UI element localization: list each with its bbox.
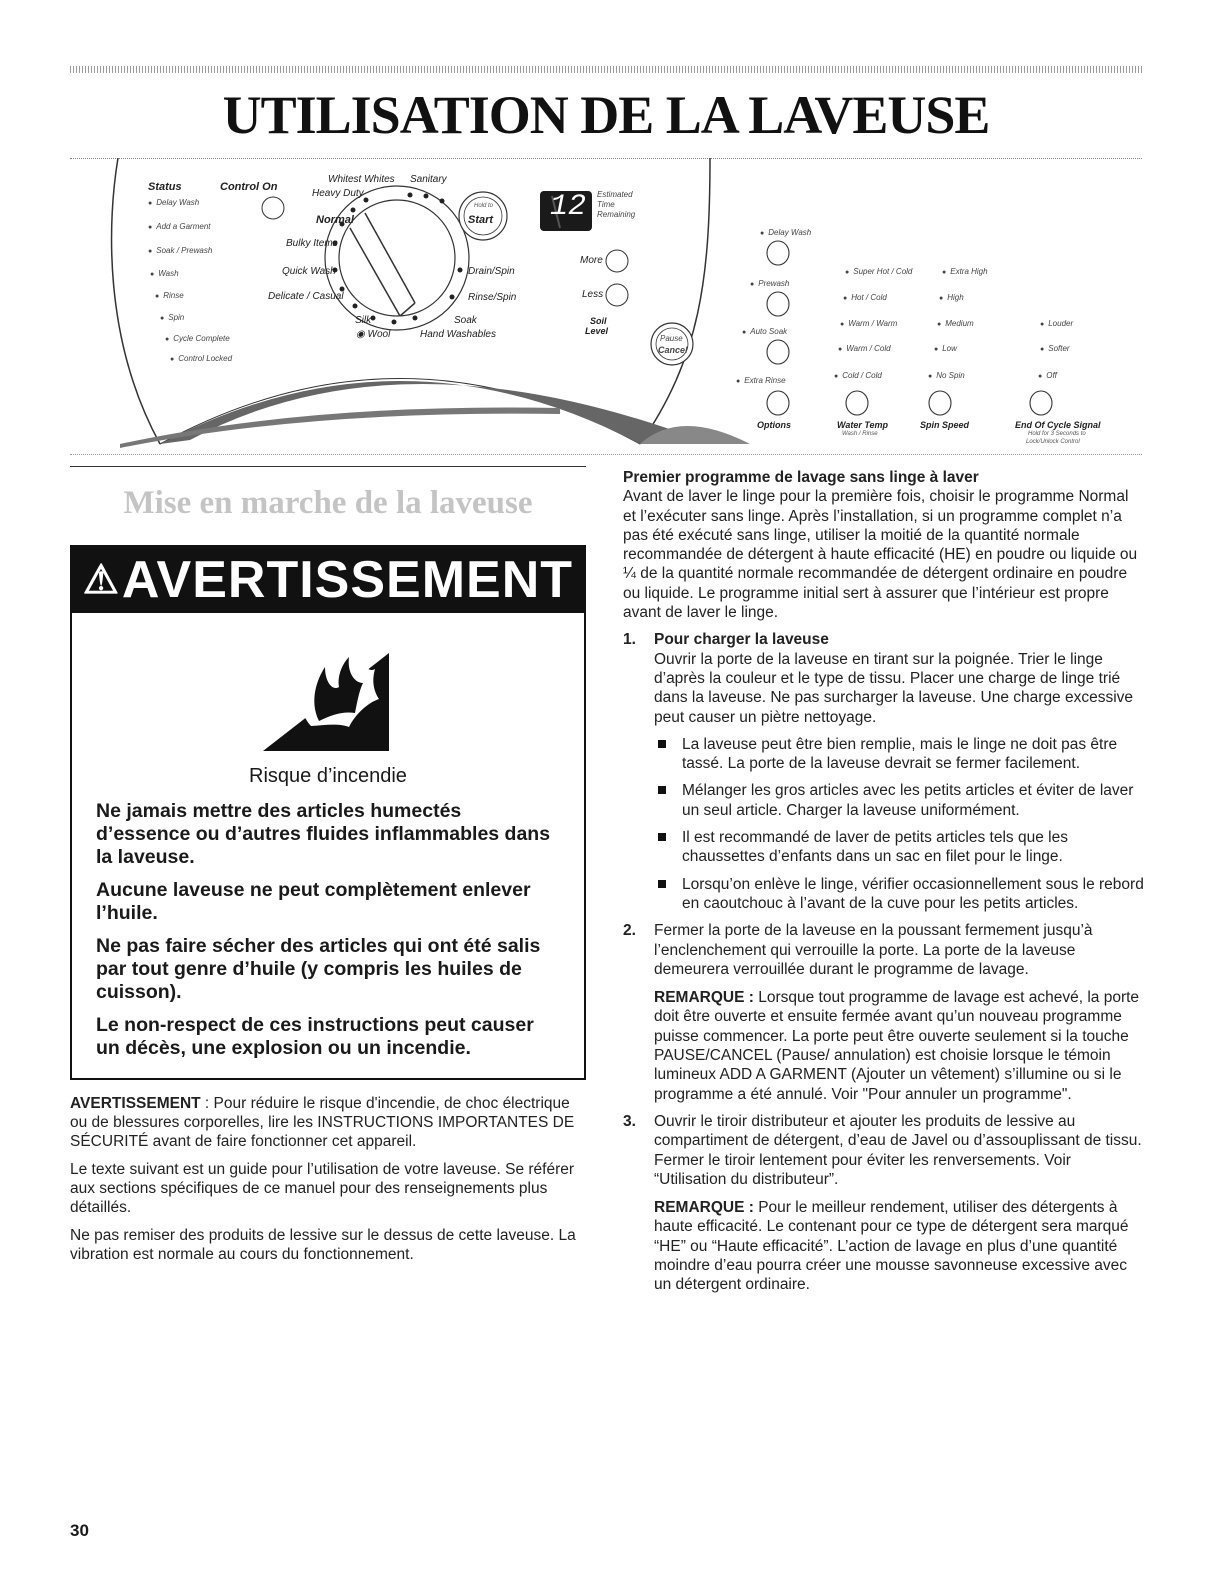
status-item: ● Wash xyxy=(150,269,179,278)
section-rule xyxy=(70,466,586,467)
control-on-label: Control On xyxy=(220,181,278,193)
cancel-label: Cancel xyxy=(658,345,688,355)
end-signal-item: ● Off xyxy=(1038,371,1057,380)
auto-soak-button xyxy=(767,340,789,364)
page-number: 30 xyxy=(70,1521,89,1540)
bullet-list xyxy=(654,735,1145,913)
list-item: Mélanger les gros articles avec les petits articles et éviter de laver un seul article. Charger la laveuse uniformément. xyxy=(654,781,1145,820)
page-title: UTILISATION DE LA LAVEUSE xyxy=(222,85,990,145)
option-item: ● Extra Rinse xyxy=(736,376,786,385)
risk-title: Risque d’incendie xyxy=(249,765,407,787)
status-item: ● Soak / Prewash xyxy=(148,246,212,255)
right-column xyxy=(623,468,1145,1295)
cycle-label: Normal xyxy=(316,214,354,226)
end-signal-label: End Of Cycle Signal xyxy=(1015,420,1101,430)
warning-statement: Ne pas faire sécher des articles qui ont été salis par tout genre d’huile (y compris les huiles de cuisson). xyxy=(96,935,541,1003)
step-number: 2. xyxy=(623,922,636,940)
prewash-button xyxy=(767,292,789,316)
water-temp-label: Water Temp xyxy=(837,420,889,430)
note-label: REMARQUE : xyxy=(654,1199,754,1217)
panel-divider xyxy=(70,454,1142,455)
cycle-label: Silk xyxy=(355,315,372,326)
warning-header xyxy=(72,547,584,613)
list-item: La laveuse peut être bien remplie, mais le linge ne doit pas être tassé. La porte de la laveuse devrait se fermer facilement. xyxy=(654,735,1145,774)
option-item: ● Delay Wash xyxy=(760,228,811,237)
warning-box xyxy=(70,545,586,1080)
step-number: 3. xyxy=(623,1112,636,1130)
water-temp-sub: Wash / Rinse xyxy=(842,431,878,437)
fire-icon xyxy=(263,631,393,751)
soil-more-button xyxy=(606,250,628,272)
water-temp-item: ● Super Hot / Cold xyxy=(845,267,912,276)
warning-statement: Le non-respect de ces instructions peut causer un décès, une explosion ou un incendie. xyxy=(96,1014,534,1059)
end-signal-item: ● Softer xyxy=(1040,344,1070,353)
step-text: Ouvrir la porte de la laveuse en tirant sur la poignée. Trier le linge d’après la couleur et le type de tissu. Placer une charge de linge trié dans la laveuse. Ne pas surcharger la laveuse. Une charge excessive peut causer un piètre nettoyage. xyxy=(654,650,1134,726)
pause-label: Pause xyxy=(660,334,683,343)
control-panel-illustration xyxy=(60,158,1150,454)
end-signal-button xyxy=(1030,391,1052,415)
header-stripe xyxy=(70,66,1142,73)
step-text: Fermer la porte de la laveuse en la poussant fermement jusqu’à l’enclenchement qui verrouille la porte. La porte de la laveuse demeurera verrouillée durant le programme de lavage. xyxy=(654,922,1093,978)
first-cycle-intro: Avant de laver le linge pour la première fois, choisir le programme Normal et l’exécuter sans linge. Après l’installation, si un programme complet n’a pas été exécuté sans linge, utiliser la moitié de la quantité normale recommandée de détergent à haute efficacité (HE) en poudre ou liquide ou ¼ de la quantité normale recommandée de détergent ordinaire en poudre ou liquide. Le programme initial sert à assurer que l’intérieur est propre avant de laver le linge. xyxy=(623,488,1138,622)
note-paragraph xyxy=(654,988,1145,1104)
spin-speed-item: ● Extra High xyxy=(942,267,988,276)
display-digits: 12 xyxy=(550,190,587,224)
status-item: ● Cycle Complete xyxy=(165,334,230,343)
cycle-label: Delicate / Casual xyxy=(268,291,344,302)
spin-speed-item: ● Low xyxy=(934,344,957,353)
spin-speed-item: ● High xyxy=(939,293,964,302)
cycle-label-wool: Wool xyxy=(367,329,391,340)
more-label: More xyxy=(580,255,603,266)
panel-right-edge xyxy=(640,158,710,444)
end-signal-sub: Hold for 3 Seconds to xyxy=(1028,431,1086,437)
status-item: ● Add a Garment xyxy=(148,222,210,231)
cycle-label: Soak xyxy=(454,315,477,326)
warning-statement: Aucune laveuse ne peut complètement enlever l’huile. xyxy=(96,879,531,924)
storage-paragraph: Ne pas remiser des produits de lessive sur le dessus de cette laveuse. La vibration est normale au cours du fonctionnement. xyxy=(70,1227,576,1263)
cycle-label: Whitest Whites xyxy=(328,174,395,185)
note-text: Lorsque tout programme de lavage est achevé, la porte doit être ouverte et ensuite fermée avant qu’un nouveau programme puisse commencer. La porte peut être ouverte seulement si la touche PAUSE/CANCEL (Pause/ annulation) est choisie lorsque le témoin lumineux ADD A GARMENT (Ajouter un vêtement) s’illumine ou si le programme a été annulé. Voir "Pour annuler un programme". xyxy=(654,989,1140,1103)
note-paragraph xyxy=(654,1198,1145,1294)
end-signal-sub: Lock/Unlock Control xyxy=(1026,439,1080,445)
status-item: ● Spin xyxy=(160,313,184,322)
guide-paragraph: Le texte suivant est un guide pour l’utilisation de votre laveuse. Se référer aux sections spécifiques de ce manuel pour des renseignements plus détaillés. xyxy=(70,1161,575,1216)
estimated-time-label: Estimated xyxy=(597,190,633,199)
spin-speed-button xyxy=(929,391,951,415)
left-column xyxy=(70,466,586,1264)
soil-level-label: Soil xyxy=(590,316,607,326)
extra-rinse-button xyxy=(767,391,789,415)
soil-level-label: Level xyxy=(585,326,609,336)
safety-label: AVERTISSEMENT xyxy=(70,1095,201,1112)
step-3 xyxy=(623,1112,1145,1295)
end-signal-item: ● Louder xyxy=(1040,319,1073,328)
water-temp-item: ● Warm / Warm xyxy=(840,319,897,328)
water-temp-item: ● Warm / Cold xyxy=(838,344,891,353)
cycle-label: ◉ Wool xyxy=(356,329,391,340)
cycle-label: Bulky Items xyxy=(286,238,338,249)
step-1 xyxy=(623,630,1145,913)
cycle-label: Rinse/Spin xyxy=(468,292,517,303)
step-heading: Pour charger la laveuse xyxy=(654,631,829,649)
less-label: Less xyxy=(582,289,604,300)
step-number: 1. xyxy=(623,631,636,649)
list-item: Lorsqu’on enlève le linge, vérifier occasionnellement sous le rebord en caoutchouc à l’avant de la cuve pour les petits articles. xyxy=(654,875,1145,914)
cycle-label: Heavy Duty xyxy=(312,188,364,199)
hold-to-label: Hold to xyxy=(474,203,494,209)
step-2 xyxy=(623,921,1145,1104)
cycle-label: Quick Wash xyxy=(282,266,336,277)
first-cycle-heading: Premier programme de lavage sans linge à laver xyxy=(623,469,979,486)
start-label: Start xyxy=(468,214,494,226)
safety-text: : Pour réduire le risque d'incendie, de choc électrique ou de blessures corporelles, lire les INSTRUCTIONS IMPORTANTES DE SÉCURITÉ avant de faire fonctionner cet appareil. xyxy=(70,1095,575,1150)
cycle-label: Sanitary xyxy=(410,174,447,185)
warning-header-text: AVERTISSEMENT xyxy=(121,551,574,609)
spin-speed-item: ● Medium xyxy=(937,319,974,328)
pause-cancel-button xyxy=(651,323,693,365)
spin-speed-label: Spin Speed xyxy=(920,420,970,430)
list-item: Il est recommandé de laver de petits articles tels que les chaussettes d’enfants dans un sac en filet pour le linge. xyxy=(654,828,1145,867)
section-title: Mise en marche de la laveuse xyxy=(123,485,533,521)
note-label: REMARQUE : xyxy=(654,989,754,1007)
status-label: Status xyxy=(148,181,182,193)
note-text: Pour le meilleur rendement, utiliser des détergents à haute efficacité. Le contenant pour ce type de détergent sera marqué “HE” ou “Haute efficacité”. L’action de lavage en plus d’une quantité moindre d’eau pourra créer une mousse savonneuse excessive avec un détergent ordinaire. xyxy=(654,1199,1129,1294)
delay-wash-button xyxy=(767,241,789,265)
spin-speed-item: ● No Spin xyxy=(928,371,965,380)
status-item: ● Rinse xyxy=(155,291,184,300)
cycle-label: Hand Washables xyxy=(420,329,496,340)
control-on-button xyxy=(262,197,284,219)
warning-triangle-icon: ⚠ xyxy=(82,558,120,602)
cycle-label: Drain/Spin xyxy=(468,266,515,277)
water-temp-button xyxy=(846,391,868,415)
warning-statement: Ne jamais mettre des articles humectés d’essence ou d’autres fluides inflammables dans la laveuse. xyxy=(96,800,551,868)
safety-paragraph xyxy=(70,1094,586,1151)
status-item: ● Control Locked xyxy=(170,354,232,363)
status-item: ● Delay Wash xyxy=(148,198,199,207)
water-temp-item: ● Hot / Cold xyxy=(843,293,887,302)
options-label: Options xyxy=(757,420,791,430)
step-text: Ouvrir le tiroir distributeur et ajouter les produits de lessive au compartiment de détergent, d’eau de Javel ou d’assouplissant de tissu. Fermer le tiroir lentement pour éviter les renversements. Voir “Utilisation du distributeur”. xyxy=(654,1112,1142,1188)
estimated-time-label: Time xyxy=(597,200,615,209)
option-item: ● Prewash xyxy=(750,279,789,288)
estimated-time-label: Remaining xyxy=(597,210,636,219)
soil-less-button xyxy=(606,284,628,306)
water-temp-item: ● Cold / Cold xyxy=(834,371,882,380)
option-item: ● Auto Soak xyxy=(742,327,787,336)
